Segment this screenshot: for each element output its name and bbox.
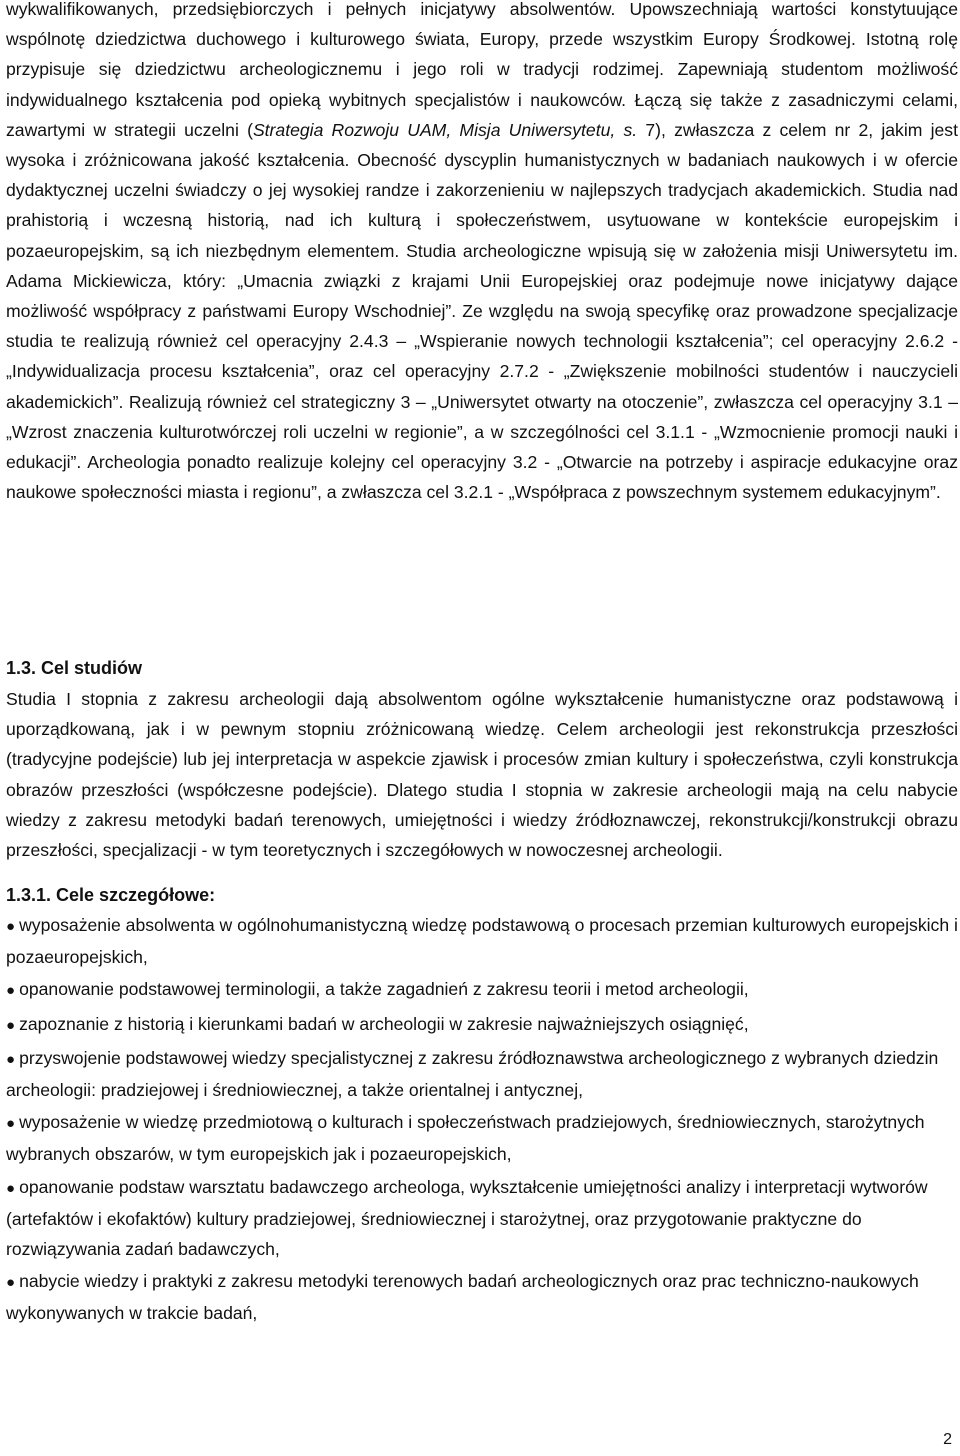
list-item xyxy=(6,1009,958,1041)
intro-text-a: wykwalifikowanych, przedsiębiorczych i pełnych inicjatywy absolwentów. Upowszechniają wartości konstytuujące wspólnotę dziedzictwa duchowego i kulturowego świata, Europy, przede wszystkim Europy Środkowej. Istotną rolę przypisuje się dziedzictwu archeologicznemu i jego roli w tradycji rodzimej. Zapewniają studentom możliwość indywidualnego kształcenia pod opieką wybitnych specjalistów i naukowców. Łączą się także z zasadniczymi celami, zawartymi w strategii uczelni ( xyxy=(6,0,958,140)
list-item-text: opanowanie podstawowej terminologii, a także zagadnień z zakresu teorii i metod archeologii, xyxy=(19,979,749,1000)
bullet-icon: ● xyxy=(6,1274,16,1292)
list-item xyxy=(6,974,958,1006)
list-item-text: opanowanie podstaw warsztatu badawczego archeologa, wykształcenie umiejętności analizy i interpretacji wytworów (artefaktów i ekofaktów) kultury pradziejowej, średniowiecznej i starożytnej, oraz przygotowanie praktyczne do rozwiązywania zadań badawczych, xyxy=(6,1176,928,1260)
goals-list xyxy=(6,910,958,1331)
list-item-text: przyswojenie podstawowej wiedzy specjalistycznej z zakresu źródłoznawstwa archeologicznego z wybranych dziedzin archeologii: pradziejowej i średniowiecznej, a także orientalnej i antycznej, xyxy=(6,1047,939,1101)
bullet-icon: ● xyxy=(6,918,16,935)
bullet-icon: ● xyxy=(6,982,16,1000)
list-item-text: zapoznanie z historią i kierunkami badań w archeologii w zakresie najważniejszych osiągnięć, xyxy=(19,1013,749,1034)
strategy-citation: Strategia Rozwoju UAM, Misja Uniwersytetu, s. xyxy=(252,119,638,140)
page-number: 2 xyxy=(943,1431,952,1448)
list-item xyxy=(6,1266,958,1328)
list-item xyxy=(6,1172,958,1265)
list-item-text: nabycie wiedzy i praktyki z zakresu metodyki terenowych badań archeologicznych oraz prac techniczno-naukowych wykonywanych w trakcie badań, xyxy=(6,1271,919,1324)
section-heading-cel-studiow: 1.3. Cel studiów xyxy=(6,658,143,678)
list-item xyxy=(6,910,958,972)
intro-text-b: 7), zwłaszcza z celem nr 2, jakim jest wysoka i zróżnicowana jakość kształcenia. Obecność dyscyplin humanistycznych w badaniach naukowych i w ofercie dydaktycznej uczelni świadczy o jej wysokiej randze i zakorzenieniu w najlepszych tradycjach akademickich. Studia nad prahistorią i wczesną historią, nad ich kulturą i społeczeństwem, usytuowane w kontekście europejskim i pozaeuropejskim, są ich niezbędnym elementem. Studia archeologiczne wpisują się w założenia misji Uniwersytetu im. Adama Mickiewicza, który: „Umacnia związki z krajami Unii Europejskiej oraz podejmuje nowe inicjatywy dające możliwość współpracy z państwami Europy Wschodniej”. Ze względu na swoją specyfikę oraz prowadzone specjalizacje studia te realizują również cel operacyjny 2.4.3 – „Wspieranie nowych technologii kształcenia”; cel operacyjny 2.6.2 - „Indywidualizacja procesu kształcenia”, oraz cel operacyjny 2.7.2 - „Zwiększenie mobilności studentów i nauczycieli akademickich”. Realizują również cel strategiczny 3 – „Uniwersytet otwarty na otoczenie”, zwłaszcza cel operacyjny 3.1 – „Wzrost znaczenia kulturotwórczej roli uczelni w regionie”, a w szczególności cel 3.1.1 - „Wzmocnienie promocji nauki i edukacji”. Archeologia ponadto realizuje kolejny cel operacyjny 3.2 - „Otwarcie na potrzeby i aspiracje edukacyjne oraz naukowe społeczności miasta i regionu”, a zwłaszcza cel 3.2.1 - „Współpraca z powszechnym systemem edukacyjnym”. xyxy=(6,119,958,503)
bullet-icon: ● xyxy=(6,1115,16,1133)
bullet-icon: ● xyxy=(6,1179,16,1197)
list-item xyxy=(6,1107,958,1169)
list-item xyxy=(6,1043,958,1105)
section-heading-cele-szczegolowe: 1.3.1. Cele szczegółowe: xyxy=(6,885,216,905)
list-item-text: wyposażenie absolwenta w ogólnohumanistyczną wiedzę podstawową o procesach przemian kulturowych europejskich i pozaeuropejskich, xyxy=(6,915,958,968)
bullet-icon: ● xyxy=(6,1016,16,1034)
cel-studiow-paragraph: Studia I stopnia z zakresu archeologii dają absolwentom ogólne wykształcenie humanistyczne oraz podstawową i uporządkowaną, jak i w pewnym stopniu zróżnicowaną wiedzę. Celem archeologii jest rekonstrukcja przeszłości (tradycyjne podejście) lub jej interpretacja w aspekcie zjawisk i procesów zmian kultury i społeczeństwa, czyli konstrukcja obrazów przeszłości (współczesne podejście). Dlatego studia I stopnia w zakresie archeologii mają na celu nabycie wiedzy z zakresu metodyki badań terenowych, umiejętności i wiedzy źródłoznawczej, rekonstrukcji/konstrukcji obrazu przeszłości, specjalizacji - w tym teoretycznych i szczegółowych w nowoczesnej archeologii. xyxy=(6,689,958,861)
bullet-icon: ● xyxy=(6,1050,16,1068)
intro-paragraph xyxy=(6,0,958,507)
list-item-text: wyposażenie w wiedzę przedmiotową o kulturach i społeczeństwach pradziejowych, średniowiecznych, starożytnych wybranych obszarów, w tym europejskich jak i pozaeuropejskich, xyxy=(6,1112,925,1165)
